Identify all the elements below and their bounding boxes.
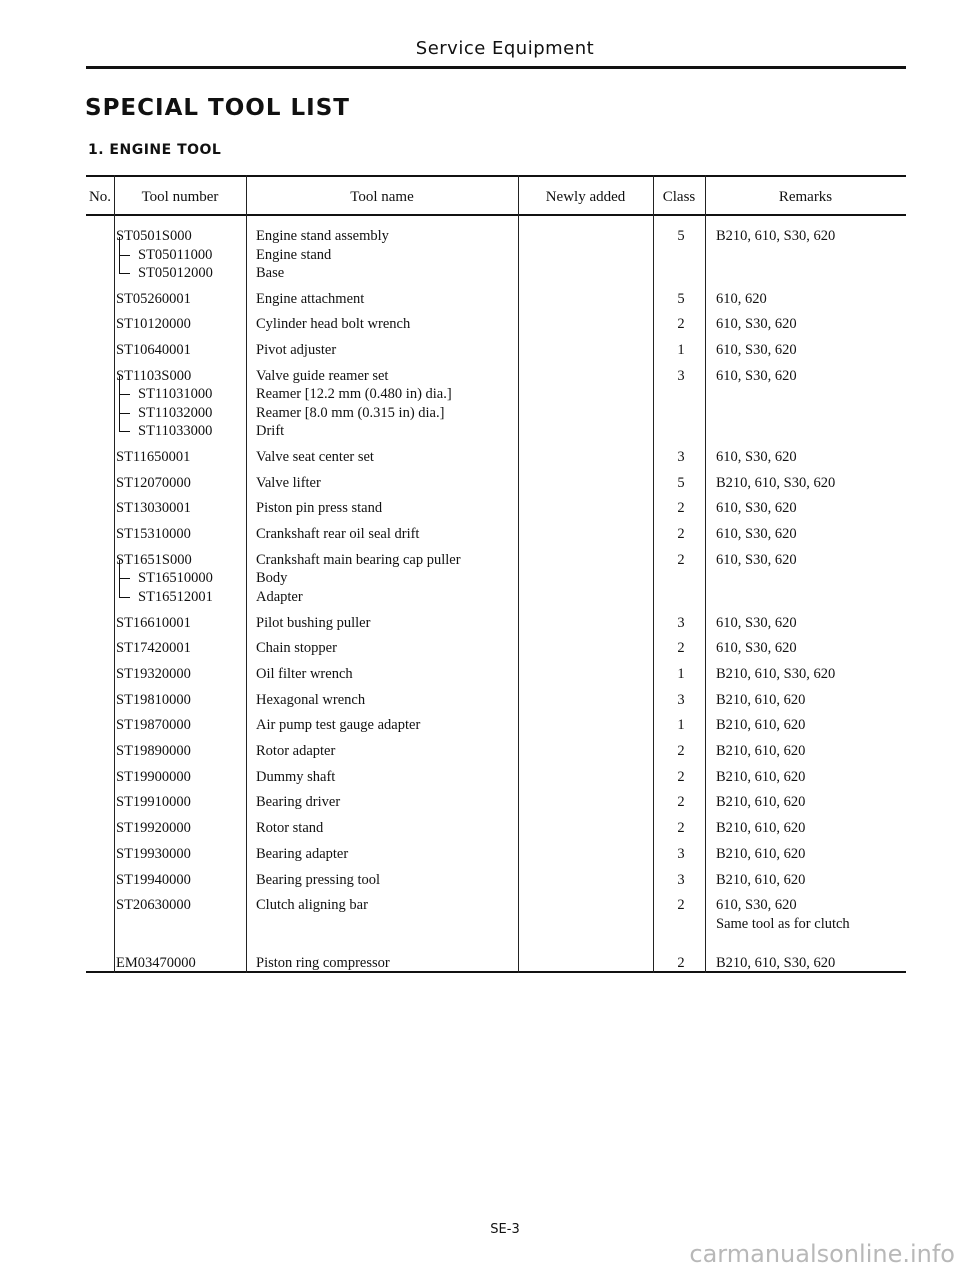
tool-name: Clutch aligning bar [256, 897, 368, 914]
tool-name: Bearing adapter [256, 845, 349, 862]
tool-name-cell [256, 954, 516, 973]
tool-number: ST19810000 [116, 691, 191, 708]
tool-name-cell [256, 499, 516, 518]
remark: 610, S30, 620 [716, 526, 797, 543]
tool-table [86, 175, 906, 973]
table-top-rule [86, 175, 906, 177]
tool-name-cell [256, 845, 516, 864]
tool-name: Air pump test gauge adapter [256, 717, 421, 734]
tool-number: ST0501S000 [116, 228, 192, 244]
class-cell: 3 [677, 871, 685, 888]
tool-name: Valve seat center set [256, 449, 374, 465]
page-header-title: Service Equipment [415, 38, 595, 59]
tool-number: ST12070000 [116, 474, 191, 491]
remark: B210, 610, 620 [716, 845, 806, 862]
remarks-cell [716, 665, 906, 684]
tool-number-sub [116, 588, 246, 607]
remarks-cell [716, 525, 906, 544]
tool-number-sub [116, 246, 246, 265]
tool-number-sub-text: ST16510000 [138, 570, 213, 587]
column-header-no: No. [88, 189, 112, 205]
tool-name-cell [256, 290, 516, 309]
column-header-remarks: Remarks [778, 189, 833, 205]
remarks-cell [716, 793, 906, 812]
tool-number-cell [116, 367, 246, 441]
tool-number-cell [116, 525, 246, 544]
class-cell: 3 [677, 367, 685, 384]
remark: 610, S30, 620 [716, 640, 797, 657]
remark: 610, S30, 620 [716, 449, 797, 465]
tool-name-cell [256, 665, 516, 684]
tool-number-cell [116, 639, 246, 658]
remarks-cell [716, 448, 906, 467]
class-cell: 3 [677, 845, 685, 862]
class-cell: 5 [677, 228, 685, 244]
header-rule [86, 66, 906, 69]
class-cell: 2 [677, 743, 685, 759]
tool-name-cell [256, 691, 516, 710]
tool-number-cell [116, 341, 246, 360]
column-divider [246, 175, 247, 973]
tool-name: Drift [256, 423, 285, 440]
tool-name-cell [256, 819, 516, 838]
class-cell: 5 [677, 290, 685, 307]
tree-branch-icon [119, 413, 130, 432]
tool-name: Bearing driver [256, 794, 341, 811]
tool-name: Cylinder head bolt wrench [256, 316, 411, 333]
tool-number-sub [116, 404, 246, 423]
remarks-cell [716, 614, 906, 633]
class-cell: 1 [677, 665, 685, 682]
column-divider [653, 175, 654, 973]
tool-name: Piston ring compressor [256, 955, 390, 972]
tool-name: Engine attachment [256, 290, 365, 307]
class-cell: 3 [677, 691, 685, 708]
remarks-cell [716, 551, 906, 570]
tool-name-cell [256, 768, 516, 787]
tool-number: ST10640001 [116, 342, 191, 359]
tool-number: ST19320000 [116, 665, 191, 682]
tool-number: ST19870000 [116, 717, 191, 734]
tool-number-cell [116, 448, 246, 467]
remark: B210, 610, 620 [716, 871, 806, 888]
remark: B210, 610, S30, 620 [716, 228, 836, 244]
remark: B210, 610, 620 [716, 743, 806, 759]
tool-name: Hexagonal wrench [256, 691, 366, 708]
remarks-cell [716, 341, 906, 360]
remark: B210, 610, S30, 620 [716, 474, 836, 491]
tool-number-cell [116, 614, 246, 633]
tool-name: Rotor adapter [256, 743, 336, 759]
tool-name: Oil filter wrench [256, 665, 353, 682]
class-cell: 3 [677, 449, 685, 465]
remark: B210, 610, 620 [716, 717, 806, 734]
tool-number-sub-text: ST16512001 [138, 588, 213, 605]
tool-name: Engine stand assembly [256, 228, 389, 244]
tool-number-cell [116, 551, 246, 607]
tool-number-cell [116, 227, 246, 283]
remarks-cell [716, 290, 906, 309]
class-cell: 2 [677, 820, 685, 837]
remarks-cell [716, 691, 906, 710]
tool-number-cell [116, 691, 246, 710]
tool-name: Pilot bushing puller [256, 614, 371, 631]
tool-number-cell [116, 742, 246, 761]
tool-name: Chain stopper [256, 640, 337, 657]
class-cell: 3 [677, 614, 685, 631]
remarks-cell [716, 954, 906, 973]
tool-number-cell [116, 871, 246, 890]
tool-name-cell [256, 896, 516, 915]
tool-number: ST19900000 [116, 768, 191, 785]
remark: 610, S30, 620 [716, 316, 797, 333]
remark: B210, 610, S30, 620 [716, 955, 836, 972]
section-title: 1. ENGINE TOOL [88, 142, 222, 158]
remark: B210, 610, 620 [716, 820, 806, 837]
remark: B210, 610, 620 [716, 691, 806, 708]
remarks-cell [716, 768, 906, 787]
tool-number: ST17420001 [116, 640, 191, 657]
tool-number-sub-text: ST11031000 [138, 386, 213, 403]
tool-number: ST20630000 [116, 897, 191, 914]
tool-number: ST10120000 [116, 316, 191, 333]
tool-name: Body [256, 570, 288, 587]
remark: B210, 610, 620 [716, 768, 806, 785]
tool-name-cell [256, 716, 516, 735]
class-cell: 2 [677, 551, 685, 568]
tree-branch-icon [119, 237, 130, 256]
tool-number: EM03470000 [116, 955, 196, 972]
tool-name-cell [256, 639, 516, 658]
tree-branch-icon [119, 560, 130, 579]
tool-name: Piston pin press stand [256, 500, 383, 517]
tool-name-cell [256, 474, 516, 493]
tool-number-cell [116, 315, 246, 334]
tool-number: ST13030001 [116, 500, 191, 517]
tool-name: Crankshaft rear oil seal drift [256, 526, 420, 543]
remarks-cell [716, 499, 906, 518]
tool-name-cell [256, 448, 516, 467]
column-divider [518, 175, 519, 973]
tool-name: Reamer [12.2 mm (0.480 in) dia.] [256, 386, 452, 403]
tool-number: ST1103S000 [116, 367, 192, 384]
tool-number-cell [116, 896, 246, 915]
tool-number-sub-text: ST11033000 [138, 423, 213, 440]
class-cell: 2 [677, 500, 685, 517]
column-header-tool-name: Tool name [350, 189, 414, 205]
tool-number: ST19930000 [116, 845, 191, 862]
tool-number-sub [116, 385, 246, 404]
tree-branch-icon [119, 255, 130, 274]
remark: 610, S30, 620 [716, 614, 797, 631]
tool-name-cell [256, 525, 516, 544]
tool-number: ST16610001 [116, 614, 191, 631]
tool-name: Pivot adjuster [256, 342, 337, 359]
tree-branch-icon [119, 395, 130, 414]
tool-name: Valve lifter [256, 474, 321, 491]
tool-number: ST15310000 [116, 526, 191, 543]
tool-number-cell [116, 768, 246, 787]
tool-number-cell [116, 845, 246, 864]
tool-number-sub [116, 422, 246, 441]
remarks-cell [716, 819, 906, 838]
tool-number-cell [116, 499, 246, 518]
column-header-tool-number: Tool number [141, 189, 219, 205]
tool-name-cell [256, 341, 516, 360]
tool-number-sub [116, 264, 246, 283]
class-cell: 5 [677, 474, 685, 491]
tool-number: ST19890000 [116, 743, 191, 759]
tool-number-sub-text: ST05011000 [138, 246, 213, 263]
tool-number: ST19910000 [116, 794, 191, 811]
watermark: carmanualsonline.info [689, 1240, 955, 1268]
tool-number-sub-text: ST05012000 [138, 265, 213, 281]
remark: 610, S30, 620 [716, 342, 797, 359]
remarks-cell [716, 742, 906, 761]
tool-name: Rotor stand [256, 820, 324, 837]
tool-number: ST11650001 [116, 449, 191, 465]
remarks-cell [716, 716, 906, 735]
class-cell: 1 [677, 342, 685, 359]
column-header-newly-added: Newly added [545, 189, 626, 205]
tool-name-cell [256, 367, 516, 441]
tool-name: Reamer [8.0 mm (0.315 in) dia.] [256, 404, 445, 421]
tool-name: Bearing pressing tool [256, 871, 381, 888]
remark: 610, S30, 620 [716, 551, 797, 568]
tool-number: ST1651S000 [116, 551, 192, 568]
tool-number-cell [116, 474, 246, 493]
tool-name: Engine stand [256, 246, 332, 263]
remark: B210, 610, S30, 620 [716, 665, 836, 682]
remarks-cell [716, 639, 906, 658]
tool-number-cell [116, 819, 246, 838]
remarks-cell [716, 845, 906, 864]
tree-branch-icon [119, 376, 130, 395]
class-cell: 2 [677, 640, 685, 657]
column-divider [114, 175, 115, 973]
remark: Same tool as for clutch [716, 915, 850, 932]
remark: B210, 610, 620 [716, 794, 806, 811]
class-cell: 2 [677, 768, 685, 785]
remark: 610, S30, 620 [716, 367, 797, 384]
tool-name: Valve guide reamer set [256, 367, 389, 384]
class-cell: 2 [677, 794, 685, 811]
tool-number-cell [116, 665, 246, 684]
tool-name-cell [256, 551, 516, 607]
remark: 610, S30, 620 [716, 500, 797, 517]
tool-name-cell [256, 227, 516, 283]
tree-branch-icon [119, 579, 130, 598]
tool-name-cell [256, 793, 516, 812]
tool-name: Base [256, 265, 285, 281]
tool-name: Crankshaft main bearing cap puller [256, 551, 461, 568]
remarks-cell [716, 367, 906, 386]
column-header-class: Class [662, 189, 696, 205]
page-number: SE-3 [490, 1222, 520, 1237]
tool-number: ST19920000 [116, 820, 191, 837]
tool-number-cell [116, 290, 246, 309]
class-cell: 2 [677, 526, 685, 543]
remarks-cell [716, 474, 906, 493]
class-cell: 1 [677, 717, 685, 734]
remark: 610, S30, 620 [716, 897, 797, 914]
remarks-cell [716, 896, 906, 933]
tool-name: Adapter [256, 588, 303, 605]
remarks-cell [716, 315, 906, 334]
tool-name-cell [256, 871, 516, 890]
tool-name-cell [256, 315, 516, 334]
class-cell: 2 [677, 897, 685, 914]
tool-name: Dummy shaft [256, 768, 336, 785]
tool-number-cell [116, 716, 246, 735]
class-cell: 2 [677, 955, 685, 972]
tool-number-cell [116, 954, 246, 973]
tool-number-sub [116, 569, 246, 588]
tool-name-cell [256, 742, 516, 761]
tool-number-sub-text: ST11032000 [138, 404, 213, 421]
doc-title: SPECIAL TOOL LIST [85, 95, 350, 121]
remarks-cell [716, 871, 906, 890]
remark: 610, 620 [716, 290, 767, 307]
tool-number: ST05260001 [116, 290, 191, 307]
remarks-cell [716, 227, 906, 246]
table-header-rule [86, 214, 906, 216]
tool-name-cell [256, 614, 516, 633]
tool-number-cell [116, 793, 246, 812]
class-cell: 2 [677, 316, 685, 333]
tool-number: ST19940000 [116, 871, 191, 888]
